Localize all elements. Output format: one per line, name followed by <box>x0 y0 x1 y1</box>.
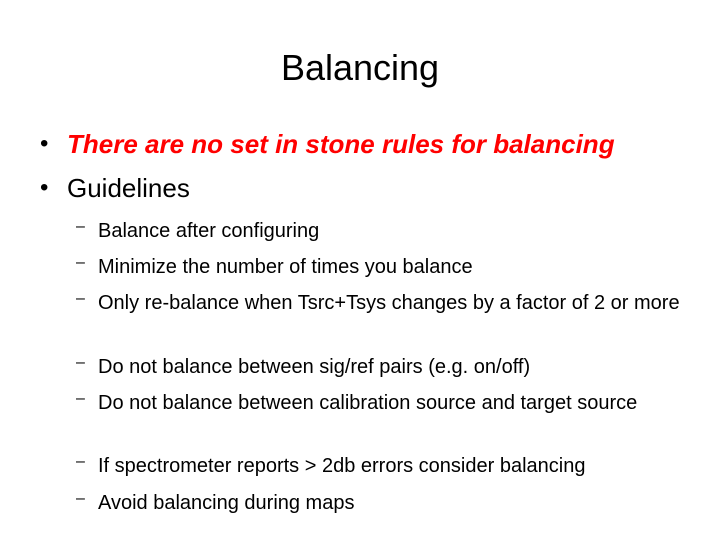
sub-bullet-text: Only re-balance when Tsrc+Tsys changes by a factor of 2 or more <box>98 292 680 314</box>
sub-bullet-marker: – <box>76 254 85 271</box>
sub-bullet-text: Avoid balancing during maps <box>98 492 355 514</box>
sub-bullet-text: Balance after configuring <box>98 220 320 242</box>
sub-bullet-text: Minimize the number of times you balance <box>98 256 473 278</box>
sub-bullet-marker: – <box>76 354 85 371</box>
slide-title: Balancing <box>280 47 440 88</box>
bullet-marker: • <box>40 130 49 157</box>
bullet-text: Guidelines <box>67 173 190 203</box>
sub-bullet-marker: – <box>76 290 85 307</box>
sub-bullet-marker: – <box>76 453 85 470</box>
bullet-text: There are no set in stone rules for balancing <box>67 129 615 159</box>
sub-bullet-marker: – <box>76 390 85 407</box>
sub-bullet-text: Do not balance between calibration source and target source <box>98 392 638 414</box>
bullet-marker: • <box>40 174 49 201</box>
sub-bullet-text: Do not balance between sig/ref pairs (e.g. on/off) <box>98 356 531 378</box>
sub-bullet-text: If spectrometer reports > 2db errors consider balancing <box>98 455 586 477</box>
sub-bullet-marker: – <box>76 218 85 235</box>
sub-bullet-marker: – <box>76 490 85 507</box>
